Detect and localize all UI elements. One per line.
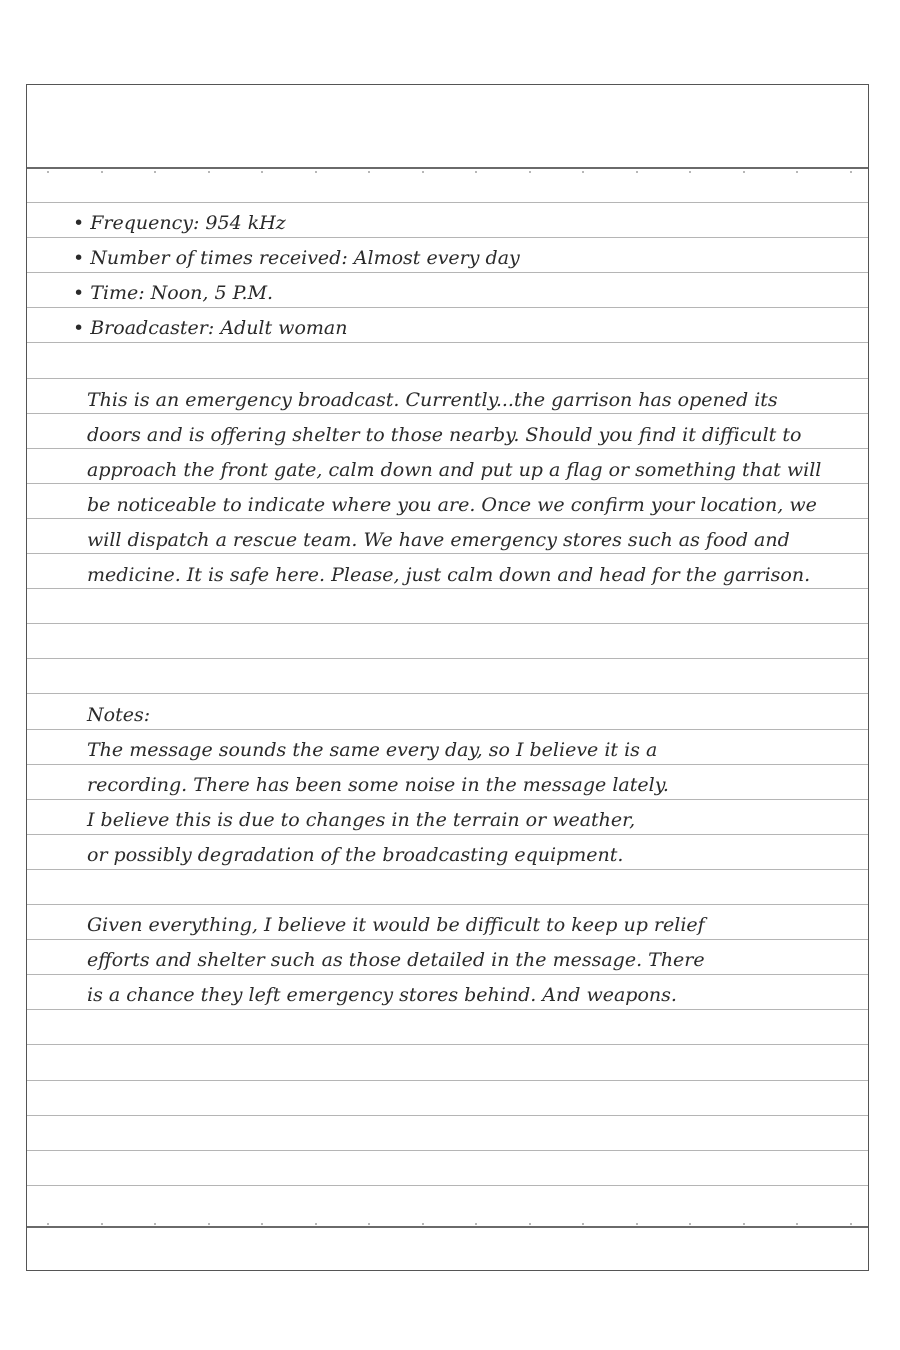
detail-broadcaster: • Broadcaster: Adult woman [73,311,520,346]
notes-section [87,698,669,873]
notebook-page [26,84,869,1271]
margin-rule [27,1226,868,1228]
dot [101,1223,103,1225]
detail-time: • Time: Noon, 5 P.M. [73,276,520,311]
ruled-line [27,1185,868,1186]
dot [315,1223,317,1225]
dot [208,1223,210,1225]
dot [529,1223,531,1225]
dot-row [27,1223,868,1225]
ruled-line [27,623,868,624]
ruled-line [27,378,868,379]
dot [850,1223,852,1225]
ruled-line [27,1150,868,1151]
ruled-line [27,904,868,905]
ruled-line [27,693,868,694]
dot [154,171,156,173]
dot [743,171,745,173]
transcript-line: medicine. It is safe here. Please, just calm down and head for the garrison. [87,564,811,586]
dot [636,1223,638,1225]
dot [368,1223,370,1225]
ruled-line [27,658,868,659]
detail-times-received: • Number of times received: Almost every day [73,241,520,276]
conclusion-line: is a chance they left emergency stores behind. And weapons. [87,984,677,1006]
dot [208,171,210,173]
ruled-line [27,1044,868,1045]
notes-line: recording. There has been some noise in the message lately. [87,774,669,796]
dot [796,1223,798,1225]
dot [47,1223,49,1225]
dot-row [27,171,868,173]
notes-line: The message sounds the same every day, so I believe it is a [87,739,658,761]
dot [475,1223,477,1225]
transcript-line: doors and is offering shelter to those nearby. Should you find it difficult to [87,424,802,446]
dot [636,171,638,173]
dot [475,171,477,173]
margin-rule [27,167,868,169]
detail-frequency: • Frequency: 954 kHz [73,206,520,241]
notes-heading: Notes: [87,704,151,726]
transcript-line: This is an emergency broadcast. Currently...the garrison has opened its [87,389,778,411]
dot [261,171,263,173]
dot [689,171,691,173]
dot [796,171,798,173]
conclusion-line: efforts and shelter such as those detailed in the message. There [87,949,705,971]
transcript-line: approach the front gate, calm down and put up a flag or something that will [87,459,822,481]
ruled-line [27,202,868,203]
conclusion-line: Given everything, I believe it would be difficult to keep up relief [87,914,705,936]
dot [261,1223,263,1225]
ruled-line [27,1080,868,1081]
broadcast-details-list [73,206,520,346]
notes-line: or possibly degradation of the broadcasting equipment. [87,844,624,866]
transcript-line: be noticeable to indicate where you are. Once we confirm your location, we [87,494,817,516]
dot [529,171,531,173]
dot [101,171,103,173]
dot [582,171,584,173]
dot [315,171,317,173]
dot [850,171,852,173]
dot [689,1223,691,1225]
broadcast-transcript [87,383,821,593]
dot [422,1223,424,1225]
dot [154,1223,156,1225]
dot [582,1223,584,1225]
dot [368,171,370,173]
dot [47,171,49,173]
dot [422,171,424,173]
transcript-line: will dispatch a rescue team. We have emergency stores such as food and [87,529,790,551]
conclusion-section [87,908,705,1013]
notes-line: I believe this is due to changes in the terrain or weather, [87,809,636,831]
ruled-line [27,1115,868,1116]
dot [743,1223,745,1225]
